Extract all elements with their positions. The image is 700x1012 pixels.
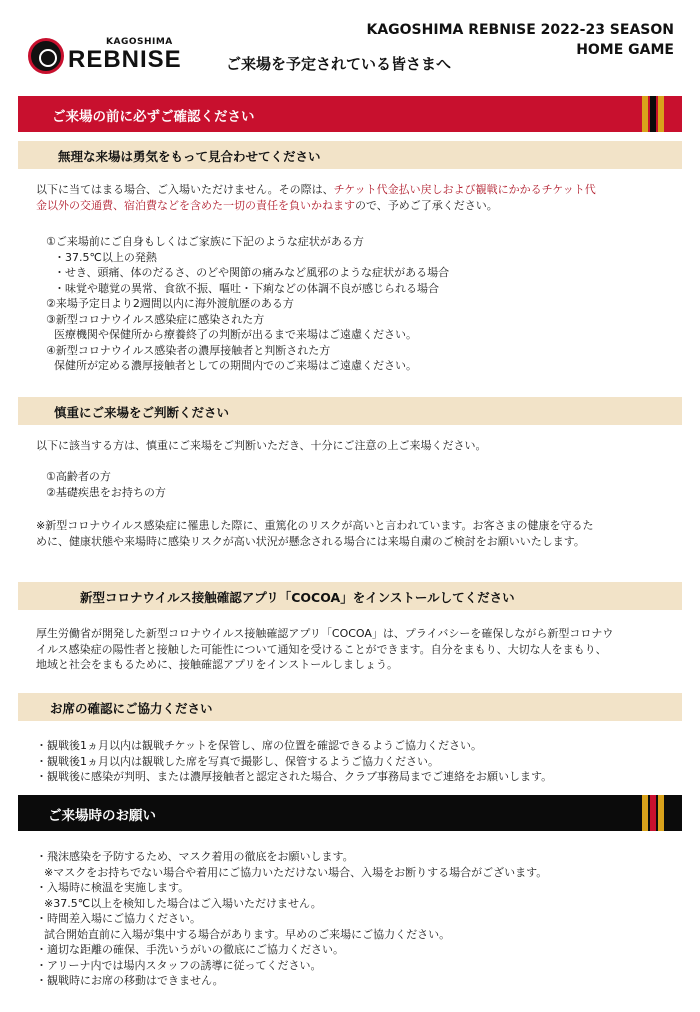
caution-note (36, 518, 676, 549)
section-band-during-visit (18, 795, 682, 831)
refusal-notice (36, 182, 676, 213)
list-item: ・観戦後に感染が判明、または濃厚接触者と認定された場合、クラブ事務局までご連絡をお願いします。 (36, 770, 553, 783)
paragraph-line: イルス感染症の陽性者と接触した可能性について通知を受けることができます。自分をまもり、大切な人をまもり、 (36, 642, 607, 656)
list-item: ・アリーナ内では場内スタッフの誘導に従ってください。 (36, 958, 322, 972)
stripe-decoration (642, 96, 672, 132)
paragraph-line: 地域と社会をまもるために、接触確認アプリをインストールしましょう。 (36, 658, 399, 671)
cocoa-description (36, 626, 676, 673)
notice-text: ので、予めご了承ください。 (355, 198, 498, 212)
list-item: ③新型コロナウイルス感染症に感染された方 (46, 312, 265, 326)
subheading-bar (18, 141, 682, 169)
subheading-title: 慎重にご来場をご判断ください (54, 405, 230, 420)
notice-text: 以下に当てはまる場合、ご入場いただけません。その際は、 (36, 183, 334, 196)
season-line-1: KAGOSHIMA REBNISE 2022-23 SEASON (366, 22, 674, 38)
list-item: ・味覚や聴覚の異常、食欲不振、嘔吐・下痢などの体調不良が感じられる場合 (54, 281, 439, 295)
subheading-title: 新型コロナウイルス接触確認アプリ「COCOA」をインストールしてください (80, 590, 515, 605)
caution-list (46, 469, 686, 500)
list-item: ・せき、頭痛、体のだるさ、のどや関節の痛みなど風邪のような症状がある場合 (54, 266, 450, 279)
subheading-title: お席の確認にご協力ください (50, 701, 213, 716)
caution-intro: 以下に該当する方は、慎重にご来場をご判断いただき、十分にご注意の上ご来場ください。 (36, 439, 487, 452)
list-item: ①ご来場前にご自身もしくはご家族に下記のような症状がある方 (46, 235, 364, 248)
list-item: ②来場予定日より2週間以内に海外渡航歴のある方 (46, 297, 294, 310)
seat-confirmation-list (36, 738, 676, 785)
list-item: ④新型コロナウイルス感染者の濃厚接触者と判断された方 (46, 343, 331, 357)
list-item: ①高齢者の方 (46, 470, 111, 483)
subheading-bar (18, 693, 682, 721)
notice-red-text: チケット代金払い戻しおよび観戦にかかるチケット代 (333, 183, 596, 196)
paragraph-line: 厚生労働省が開発した新型コロナウイルス接触確認アプリ「COCOA」は、プライバシーを確保しながら新型コロナウ (36, 627, 614, 640)
notice-red-text: 金以外の交通費、宿泊費などを含めた一切の責任を負いかねます (36, 198, 355, 212)
section-title: ご来場時のお願い (48, 808, 156, 824)
note-line: ※新型コロナウイルス感染症に罹患した際に、重篤化のリスクが高いと言われています。お客さまの健康を守るた (36, 519, 594, 532)
subheading-bar (18, 582, 682, 610)
logo-wordmark: REBNISE (68, 46, 182, 73)
logo-emblem (28, 38, 64, 74)
list-item: ※37.5℃以上を検知した場合はご入場いただけません。 (44, 896, 322, 910)
list-item: ②基礎疾患をお持ちの方 (46, 485, 166, 499)
subheading-bar (18, 397, 682, 425)
list-item: ・観戦後1ヵ月以内は観戦した席を写真で撮影し、保管するようご協力ください。 (36, 754, 439, 768)
greeting-heading: ご来場を予定されている皆さまへ (226, 55, 452, 73)
list-item: ・観戦後1ヵ月以内は観戦チケットを保管し、席の位置を確認できるようご協力ください。 (36, 739, 483, 752)
stripe-decoration (642, 795, 672, 831)
visit-requests-list (36, 849, 676, 989)
logo-small-text: KAGOSHIMA (106, 37, 173, 47)
list-item: ・適切な距離の確保、手洗いうがいの徹底にご協力ください。 (36, 943, 344, 956)
list-item: 医療機関や保健所から療養終了の判断が出るまで来場はご遠慮ください。 (54, 328, 417, 341)
symptom-list (46, 234, 686, 374)
list-item: ・飛沫感染を予防するため、マスク着用の徹底をお願いします。 (36, 850, 354, 863)
list-item: ・時間差入場にご協力ください。 (36, 912, 201, 925)
subheading-title: 無理な来場は勇気をもって見合わせてください (58, 149, 321, 164)
list-item: ※マスクをお持ちでない場合や着用にご協力いただけない場合、入場をお断りする場合がございます。 (44, 865, 548, 879)
list-item: ・入場時に検温を実施します。 (36, 881, 190, 894)
season-line-2: HOME GAME (576, 42, 674, 58)
note-line: めに、健康状態や来場時に感染リスクが高い状況が懸念される場合には来場自粛のご検討をお願いいたします。 (36, 534, 585, 548)
section-title: ご来場の前に必ずご確認ください (52, 109, 255, 125)
list-item: ・37.5℃以上の発熱 (54, 250, 157, 264)
list-item: 保健所が定める濃厚接触者としての期間内でのご来場はご遠慮ください。 (54, 359, 417, 372)
section-band-before-visit (18, 96, 682, 132)
list-item: ・観戦時にお席の移動はできません。 (36, 974, 224, 987)
list-item: 試合開始直前に入場が集中する場合があります。早めのご来場にご協力ください。 (44, 927, 451, 941)
